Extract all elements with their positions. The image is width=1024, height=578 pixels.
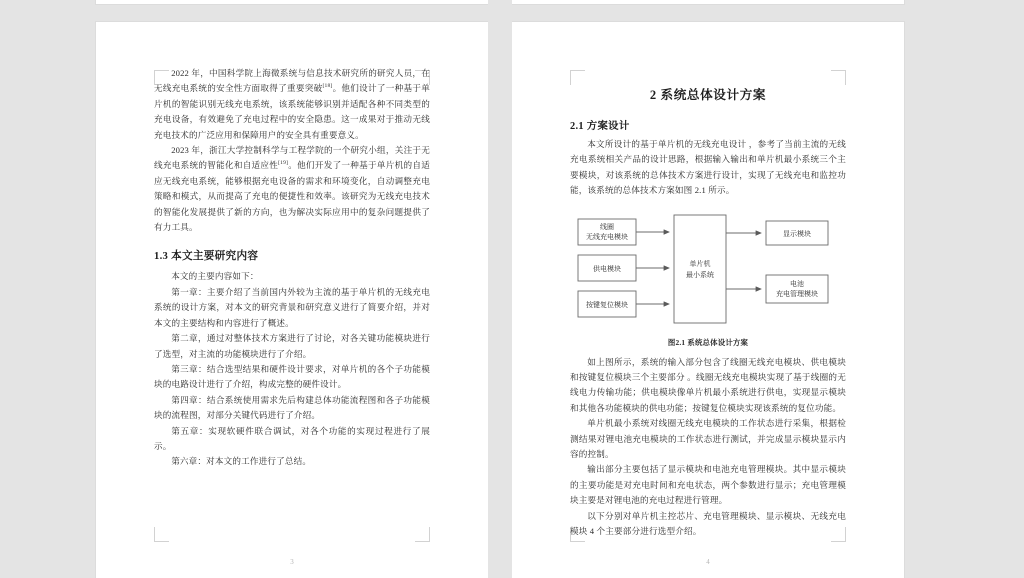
paragraph-chapter-2: 第二章，通过对整体技术方案进行了讨论，对各关键功能模块进行了选型，对主流的功能模块进行了介绍。 — [154, 333, 430, 359]
system-block-diagram — [570, 213, 846, 335]
paragraph-2022-text-after: 。他们设计了一种基于单片机的智能识别无线充电系统，该系统能够识别并适配各种不同类型的充电设备，有效避免了充电过程中的安全隐患。这一成果对于推动无线充电技术的广泛应用和保障用户的安全具有重要意义。 — [154, 83, 430, 140]
paragraph-selection-intro: 以下分别对单片机主控芯片、充电管理模块、显示模块、无线充电模块 4 个主要部分进行选型介绍。 — [570, 510, 846, 537]
paragraph-chapter-5: 第五章：实现软硬件联合调试，对各个功能的实现过程进行了展示。 — [154, 425, 430, 451]
diagram-label-mcu-line2: 最小系统 — [686, 271, 714, 279]
page-number-left: 3 — [290, 558, 294, 566]
diagram-label-coil-line2: 无线充电模块 — [586, 233, 628, 241]
diagram-label-reset: 按键复位模块 — [586, 301, 628, 309]
paragraph-chapter-4: 第四章：结合系统使用需求先后构建总体功能流程图和各子功能模块的流程图，对部分关键代码进行了介绍。 — [154, 394, 430, 421]
citation-19: [19] — [278, 160, 289, 167]
previous-page-right-strip — [512, 0, 904, 4]
page-gutter — [488, 0, 512, 578]
diagram-label-display: 显示模块 — [783, 230, 811, 238]
diagram-label-battery-line1: 电池 — [790, 280, 804, 288]
diagram-label-mcu-line1: 单片机 — [689, 260, 711, 268]
heading-1-3: 1.3 本文主要研究内容 — [154, 251, 259, 263]
paragraph-chapter-6: 第六章：对本文的工作进行了总结。 — [171, 456, 312, 467]
page-left-body — [154, 66, 430, 544]
paragraph-intro: 本文所设计的基于单片机的无线充电设计 ，参考了当前主流的无线充电系统相关产品的设计思路，根据输入输出和单片机最小系统三个主要模块，对该系统的总体技术方案进行设计，实现了无线充电和监控功能，该系统的总体技术方案如图 2.1 所示。 — [570, 139, 846, 196]
paragraph-output-desc: 输出部分主要包括了显示模块和电池充电管理模块。其中显示模块的主要功能是对充电时间和充电状态，两个参数进行显示；充电管理模块主要是对锂电池的充电过程进行管理。 — [570, 464, 846, 506]
paragraph-2023-text-after: 。他们开发了一种基于单片机的自适应无线充电系统，能够根据充电设备的需求和环境变化，自动调整充电策略和模式，从而提高了充电的便捷性和效率。该研究为无线充电技术的智能化发展提供了新的方向，也为解决实际应用中的复杂问题提供了有力工具。 — [154, 160, 430, 233]
diagram-label-coil-line1: 线圈 — [600, 223, 614, 231]
diagram-box-mcu — [674, 215, 726, 323]
diagram-box-battery — [766, 275, 828, 303]
paragraph-2023-text: 2023 年，浙江大学控制科学与工程学院的一个研究小组，关注于无线充电系统的智能化和自适应性 — [154, 145, 430, 171]
chapter-title: 2 系统总体设计方案 — [649, 88, 767, 102]
page-number-right: 4 — [706, 558, 710, 566]
paragraph-input-desc: 如上图所示，系统的输入部分包含了线圈无线充电模块、供电模块和按键复位模块三个主要部分 。线圈无线充电模块实现了基于线圈的无线电力传输功能；供电模块像单片机最小系统进行供电，实现显示模块和其他各功能模块的供电功能；按键复位模块实现该系统的复位功能。 — [570, 356, 846, 413]
paragraph-chapter-1: 第一章：主要介绍了当前国内外较为主流的基于单片机的无线充电系统的设计方案，对本文的研究背景和研究意义进行了简要介绍，并对本文的主要结构和内容进行了概述。 — [154, 286, 430, 328]
paragraph-chapter-3: 第三章：结合选型结果和硬件设计要求，对单片机的各个子功能模块的电路设计进行了介绍，构成完整的硬件设计。 — [154, 363, 430, 390]
page-right-body — [570, 66, 846, 544]
figure-2-1 — [570, 213, 846, 348]
section-title-2-1: 2.1 方案设计 — [570, 121, 630, 132]
figure-caption: 图2.1 系统总体设计方案 — [667, 337, 749, 347]
paragraph-content-intro: 本文的主要内容如下： — [171, 271, 259, 282]
paragraph-mcu-desc: 单片机最小系统对线圈无线充电模块的工作状态进行采集，根据检测结果对锂电池充电模块的工作状态进行测试，并完成显示模块显示内容的控制。 — [570, 418, 846, 460]
previous-page-left-strip — [96, 0, 488, 4]
paragraph-2023 — [154, 143, 430, 235]
diagram-box-coil — [578, 219, 636, 245]
diagram-label-power: 供电模块 — [593, 265, 621, 273]
citation-18: [18] — [322, 83, 333, 90]
page-left[interactable] — [96, 22, 488, 578]
paragraph-2022 — [154, 66, 430, 143]
page-right[interactable] — [512, 22, 904, 578]
paragraph-2022-text: 2022 年，中国科学院上海微系统与信息技术研究所的研究人员，在无线充电系统的安全性方面取得了重要突破 — [154, 68, 430, 94]
diagram-label-battery-line2: 充电管理模块 — [776, 290, 818, 298]
